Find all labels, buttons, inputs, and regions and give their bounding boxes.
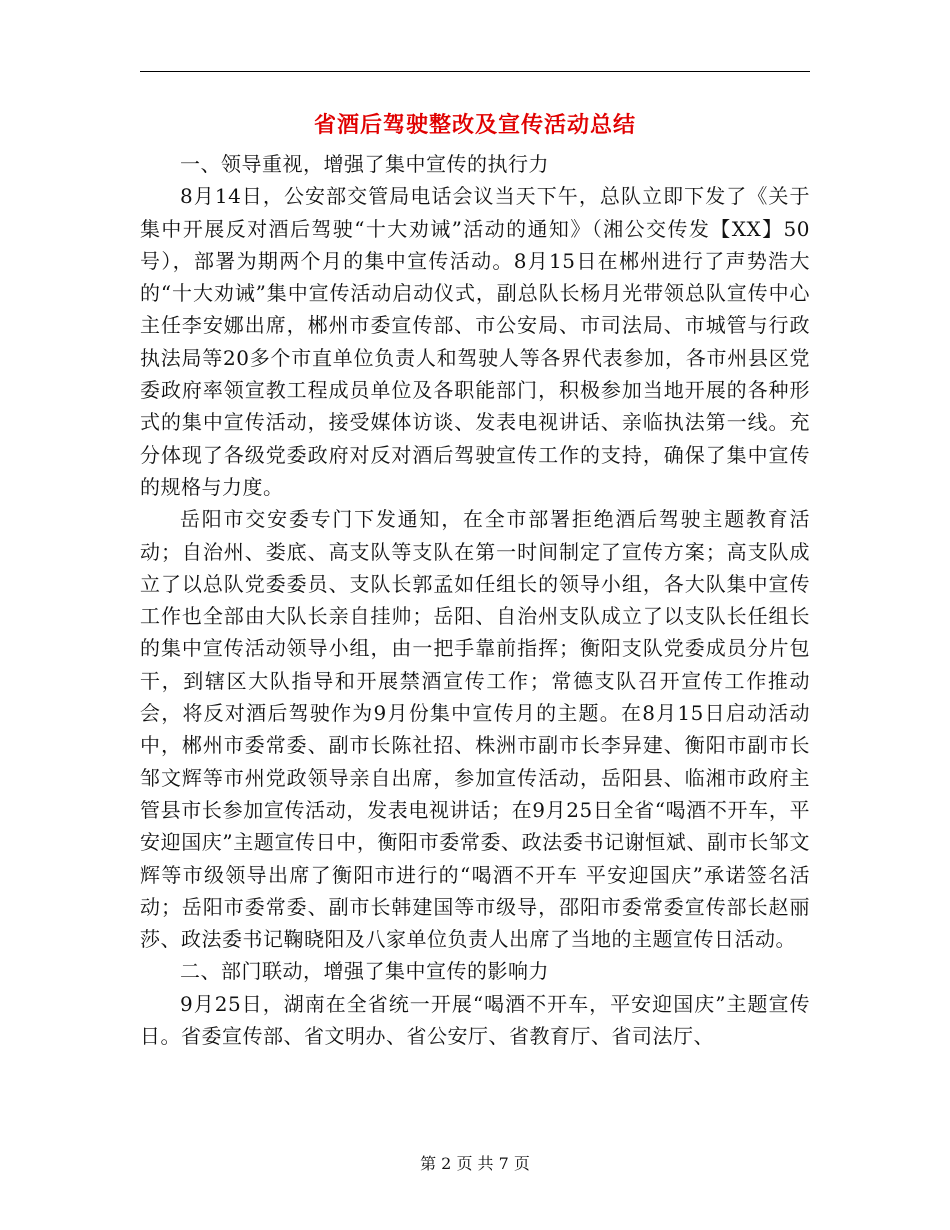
- document-title: 省酒后驾驶整改及宣传活动总结: [313, 112, 636, 138]
- page-number-label: 第 2 页 共 7 页: [420, 1154, 530, 1173]
- section-heading-2: 二、部门联动，增强了集中宣传的影响力: [180, 959, 549, 984]
- section-heading-1: 一、领导重视，增强了集中宣传的执行力: [180, 152, 549, 176]
- paragraph-3: 9月25日，湖南在全省统一开展“喝酒不开车，平安迎国庆”主题宣传日。省委宣传部、省文明办、省公安厅、省教育厅、省司法厅、: [140, 991, 810, 1049]
- header-rule: [140, 71, 810, 72]
- paragraph-1: 8月14日，公安部交管局电话会议当天下午，总队立即下发了《关于集中开展反对酒后驾驶“十大劝诫”活动的通知》（湘公交传发【XX】50号），部署为期两个月的集中宣传活动。8月15日在郴州进行了声势浩大的“十大劝诫”集中宣传活动启动仪式，副总队长杨月光带领总队宣传中心主任李安娜出席，郴州市委宣传部、市公安局、市司法局、市城管与行政执法局等20多个市直单位负责人和驾驶人等各界代表参加，各市州县区党委政府率领宣教工程成员单位及各职能部门，积极参加当地开展的各种形式的集中宣传活动，接受媒体访谈、发表电视讲话、亲临执法第一线。充分体现了各级党委政府对反对酒后驾驶宣传工作的支持，确保了集中宣传的规格与力度。: [140, 184, 810, 499]
- document-body: [140, 148, 810, 1052]
- paragraph-2: 岳阳市交安委专门下发通知，在全市部署拒绝酒后驾驶主题教育活动；自治州、娄底、高支队等支队在第一时间制定了宣传方案；高支队成立了以总队党委委员、支队长郭孟如任组长的领导小组，各大队集中宣传工作也全部由大队长亲自挂帅；岳阳、自治州支队成立了以支队长任组长的集中宣传活动领导小组，由一把手靠前指挥；衡阳支队党委成员分片包干，到辖区大队指导和开展禁酒宣传工作；常德支队召开宣传工作推动会，将反对酒后驾驶作为9月份集中宣传月的主题。在8月15日启动活动中，郴州市委常委、副市长陈社招、株洲市副市长李异建、衡阳市副市长邹文辉等市州党政领导亲自出席，参加宣传活动，岳阳县、临湘市政府主管县市长参加宣传活动，发表电视讲话；在9月25日全省“喝酒不开车，平安迎国庆”主题宣传日中，衡阳市委常委、政法委书记谢恒斌、副市长邹文辉等市级领导出席了衡阳市进行的“喝酒不开车 平安迎国庆”承诺签名活动；岳阳市委常委、副市长韩建国等市级导，邵阳市委常委宣传部长赵丽莎、政法委书记鞠晓阳及八家单位负责人出席了当地的主题宣传日活动。: [140, 507, 810, 952]
- page-footer: [0, 1153, 950, 1175]
